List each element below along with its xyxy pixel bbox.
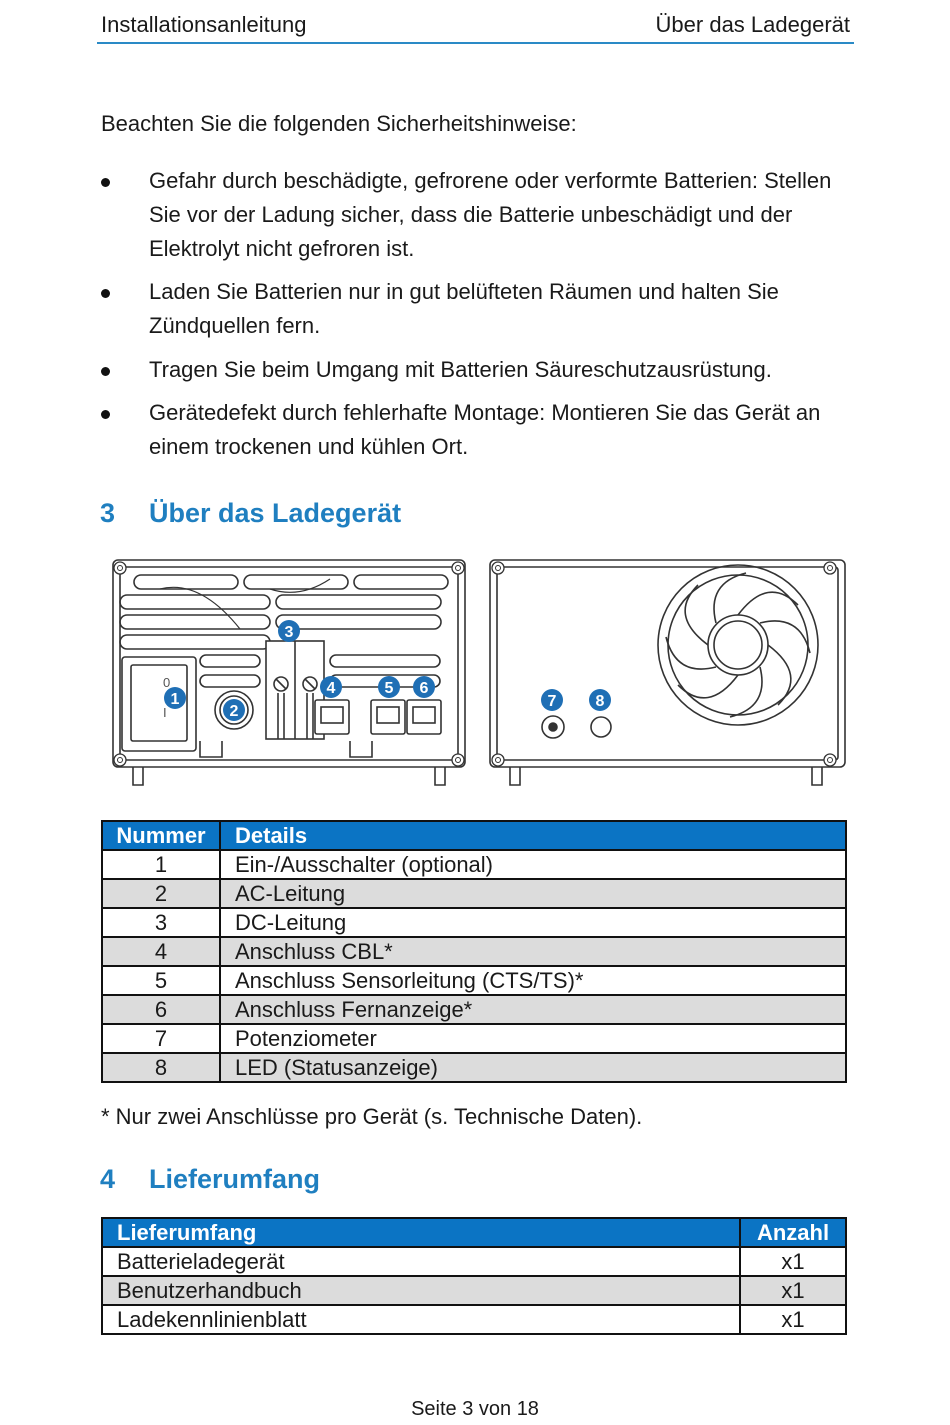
table-footnote: * Nur zwei Anschlüsse pro Gerät (s. Technische Daten). <box>101 1104 643 1129</box>
table-cell: Potenziometer <box>220 1024 846 1053</box>
list-item <box>149 275 854 343</box>
callout-number: 1 <box>170 691 180 708</box>
column-header: Anzahl <box>740 1218 846 1247</box>
list-item <box>149 164 854 266</box>
list-item <box>149 353 854 387</box>
safety-intro: Beachten Sie die folgenden Sicherheitshinweise: <box>101 111 577 136</box>
table-cell: x1 <box>740 1247 846 1276</box>
table-header-row <box>102 821 846 850</box>
table-cell: x1 <box>740 1305 846 1334</box>
table-cell: AC-Leitung <box>220 879 846 908</box>
table-cell: Anschluss Fernanzeige* <box>220 995 846 1024</box>
table-row <box>102 1247 846 1276</box>
switch-label-off: 0 <box>163 675 171 690</box>
table-cell: LED (Statusanzeige) <box>220 1053 846 1082</box>
table-cell: Batterieladegerät <box>102 1247 740 1276</box>
list-item-line: Gefahr durch beschädigte, gefrorene oder verformte Batterien: Stellen <box>149 168 832 193</box>
callout-number: 3 <box>284 624 294 641</box>
running-header-left: Installationsanleitung <box>101 12 307 37</box>
header-rule <box>97 42 854 44</box>
table-cell: Ladekennlinienblatt <box>102 1305 740 1334</box>
table-row <box>102 1053 846 1082</box>
list-item-line: Gerätedefekt durch fehlerhafte Montage: Montieren Sie das Gerät an <box>149 400 821 425</box>
table-row <box>102 879 846 908</box>
table-cell: 1 <box>102 850 220 879</box>
running-header-right: Über das Ladegerät <box>655 12 850 37</box>
section-title: Über das Ladegerät <box>149 498 402 528</box>
front-panel <box>113 560 465 785</box>
list-item-line: Sie vor der Ladung sicher, dass die Batterie unbeschädigt und der <box>149 202 793 227</box>
table-row <box>102 850 846 879</box>
page-number: Seite 3 von 18 <box>411 1398 539 1420</box>
table-row <box>102 966 846 995</box>
list-item-line: Tragen Sie beim Umgang mit Batterien Säureschutzausrüstung. <box>149 357 772 382</box>
bullet-icon <box>101 410 110 419</box>
list-item-line: Zündquellen fern. <box>149 313 321 338</box>
callout-number: 6 <box>419 680 429 697</box>
section-title: Lieferumfang <box>149 1164 321 1194</box>
bullet-icon <box>101 289 110 298</box>
table-cell: 4 <box>102 937 220 966</box>
callout-number: 5 <box>384 680 394 697</box>
switch-label-on: I <box>163 705 167 720</box>
table-row <box>102 937 846 966</box>
table-row <box>102 908 846 937</box>
table-cell: 8 <box>102 1053 220 1082</box>
bullet-icon <box>101 178 110 187</box>
section-number: 3 <box>100 498 116 528</box>
table-cell: x1 <box>740 1276 846 1305</box>
callout-number: 7 <box>547 693 557 710</box>
list-item <box>149 396 854 464</box>
callout-number: 8 <box>595 693 605 710</box>
callout-number: 2 <box>229 703 239 720</box>
rear-panel <box>490 560 845 785</box>
scope-table <box>101 1217 847 1335</box>
table-cell: 3 <box>102 908 220 937</box>
bullet-icon <box>101 367 110 376</box>
table-row <box>102 1305 846 1334</box>
list-item-line: Elektrolyt nicht gefroren ist. <box>149 236 415 261</box>
list-item-line: Laden Sie Batterien nur in gut belüfteten Räumen und halten Sie <box>149 279 779 304</box>
list-item-line: einem trockenen und kühlen Ort. <box>149 434 469 459</box>
table-cell: 6 <box>102 995 220 1024</box>
table-cell: 5 <box>102 966 220 995</box>
callout-number: 4 <box>326 680 336 697</box>
table-cell: Ein-/Ausschalter (optional) <box>220 850 846 879</box>
table-cell: 7 <box>102 1024 220 1053</box>
charger-figure <box>100 555 850 795</box>
table-cell: Anschluss CBL* <box>220 937 846 966</box>
details-table <box>101 820 847 1083</box>
column-header: Lieferumfang <box>102 1218 740 1247</box>
table-cell: Benutzerhandbuch <box>102 1276 740 1305</box>
table-cell: Anschluss Sensorleitung (CTS/TS)* <box>220 966 846 995</box>
column-header: Details <box>220 821 846 850</box>
table-cell: DC-Leitung <box>220 908 846 937</box>
table-row <box>102 1024 846 1053</box>
table-cell: 2 <box>102 879 220 908</box>
section-number: 4 <box>100 1164 116 1194</box>
column-header: Nummer <box>102 821 220 850</box>
table-row <box>102 995 846 1024</box>
table-header-row <box>102 1218 846 1247</box>
table-row <box>102 1276 846 1305</box>
